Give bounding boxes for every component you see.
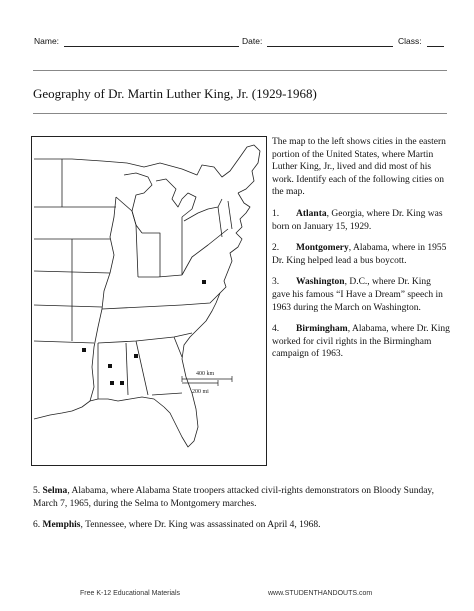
- page-title: Geography of Dr. Martin Luther King, Jr. (1929-1968): [33, 86, 317, 101]
- scale-km-label: 400 km: [196, 371, 215, 377]
- gulf-coast: [34, 397, 164, 419]
- map-outline: [32, 137, 266, 465]
- class-label: Class:: [398, 36, 422, 46]
- city-marker-atlanta[interactable]: [134, 354, 138, 358]
- city-marker-montgomery[interactable]: [120, 381, 124, 385]
- city-marker-selma[interactable]: [110, 381, 114, 385]
- lake-michigan: [124, 173, 152, 233]
- list-item-4: 4. Birmingham, Alabama, where Dr. King worked for civil rights in the Birmingham campaign of 1963.: [272, 324, 450, 360]
- list-item-3: 3. Washington, D.C., where Dr. King gave his famous “I Have a Dream” speech in 1963 during the March on Washington.: [272, 277, 443, 313]
- atlantic-coast: [164, 193, 250, 447]
- eastern-us-map: [31, 136, 267, 466]
- class-field[interactable]: [427, 46, 444, 47]
- city-marker-memphis[interactable]: [82, 348, 86, 352]
- northern-border: [34, 145, 260, 193]
- list-item-6: 6. Memphis, Tennessee, where Dr. King was assassinated on April 4, 1968.: [33, 520, 321, 531]
- bottom-list: [33, 485, 447, 541]
- city-marker-birmingham[interactable]: [108, 364, 112, 368]
- city-marker-washington[interactable]: [202, 280, 206, 284]
- header-row: [34, 36, 446, 50]
- header-divider: [33, 70, 447, 71]
- lake-huron: [156, 179, 196, 217]
- scale-bar: [182, 376, 232, 386]
- mississippi-river: [90, 197, 116, 401]
- list-item-5: 5. Selma, Alabama, where Alabama State troopers attacked civil-rights demonstrators on Bloody Sunday, March 7, 1965, during the Selma to Montgomery marches.: [33, 486, 434, 509]
- date-field[interactable]: [267, 46, 393, 47]
- name-field[interactable]: [64, 46, 239, 47]
- footer-left: Free K-12 Educational Materials: [80, 590, 180, 597]
- list-item-1: 1. Atlanta, Georgia, where Dr. King was born on January 15, 1929.: [272, 208, 443, 232]
- list-item-2: 2. Montgomery, Alabama, where in 1955 Dr. King helped lead a bus boycott.: [272, 243, 447, 266]
- title-divider: [33, 113, 447, 114]
- intro-paragraph: The map to the left shows cities in the eastern portion of the United States, where Martin Luther King, Jr., lived and did most of his work. Identify each of the following cities on the map.: [272, 137, 446, 198]
- name-label: Name:: [34, 36, 60, 46]
- scale-mi-label: 200 mi: [192, 389, 209, 395]
- footer-right[interactable]: www.STUDENTHANDOUTS.com: [268, 590, 373, 597]
- date-label: Date:: [242, 36, 263, 46]
- instructions-column: [272, 136, 450, 370]
- lake-erie-ontario: [184, 199, 222, 221]
